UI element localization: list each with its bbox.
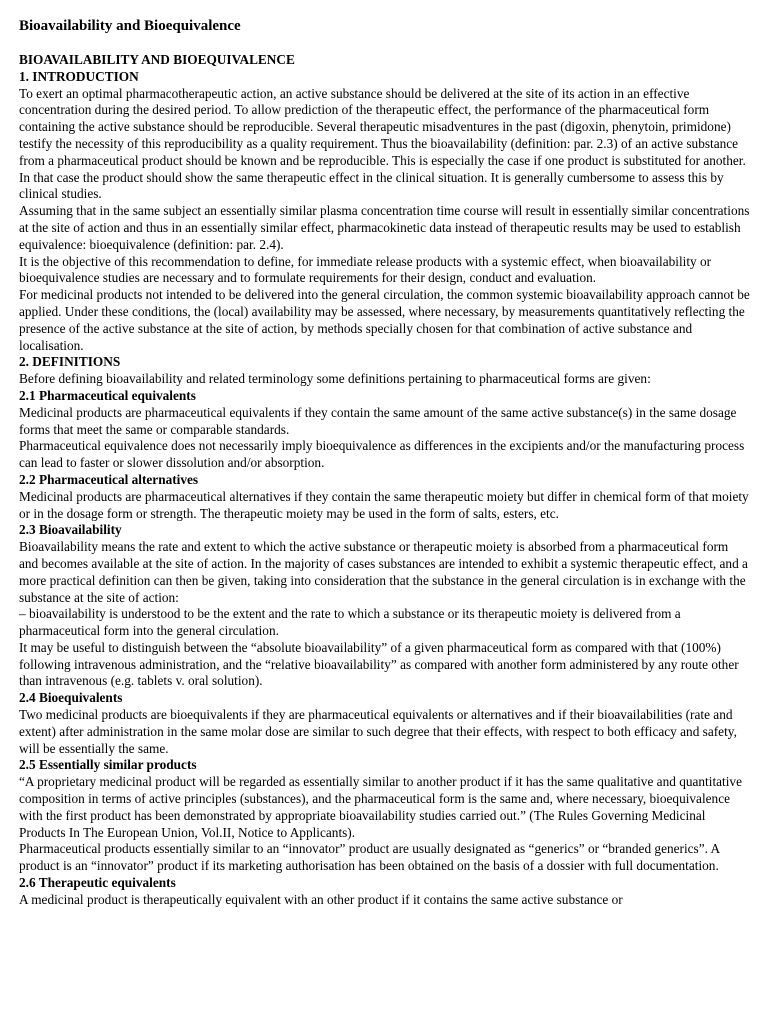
section-heading-introduction: 1. INTRODUCTION <box>19 68 139 84</box>
subheading-pharmaceutical-equivalents: 2.1 Pharmaceutical equivalents <box>19 387 196 403</box>
paragraph: Medicinal products are pharmaceutical alternatives if they contain the same therapeutic moiety but differ in chemical form of that moiety or in the dosage form or strength. The therapeutic moiety may be used in the form of salts, esters, etc. <box>19 488 749 521</box>
paragraph: Before defining bioavailability and related terminology some definitions pertaining to pharmaceutical forms are given: <box>19 371 651 387</box>
paragraph: A medicinal product is therapeutically equivalent with an other product if it contains the same active substance or <box>19 891 623 907</box>
section-heading-definitions: 2. DEFINITIONS <box>19 354 121 370</box>
subheading-therapeutic-equivalents: 2.6 Therapeutic equivalents <box>19 875 176 891</box>
main-heading: BIOAVAILABILITY AND BIOEQUIVALENCE <box>19 52 295 67</box>
paragraph: Two medicinal products are bioequivalents if they are pharmaceutical equivalents or alternatives and if their bioavailabilities (rate and extent) after administration in the same molar dose are similar to such degree that their effects, with respect to both efficacy and safety, will be essentially the same. <box>19 707 737 756</box>
paragraph: Pharmaceutical equivalence does not necessarily imply bioequivalence as differences in the excipients and/or the manufacturing process can lead to faster or slower dissolution and/or absorption. <box>19 438 745 471</box>
subheading-bioequivalents: 2.4 Bioequivalents <box>19 690 123 706</box>
document-page <box>19 16 750 909</box>
paragraph: “A proprietary medicinal product will be regarded as essentially similar to another product if it has the same qualitative and quantitative composition in terms of active principles (substances), and the pharmaceutical form is the same and, where necessary, bioequivalence with the first product has been demonstrated by appropriate bioavailability studies carried out.” (The Rules Governing Medicinal Products In The European Union, Vol.II, Notice to Applicants). <box>19 774 742 840</box>
paragraph: For medicinal products not intended to be delivered into the general circulation, the common systemic bioavailability approach cannot be applied. Under these conditions, the (local) availability may be assessed, where necessary, by measurements quantitatively reflecting the presence of the active substance at the site of action, by methods specially chosen for that combination of active substance and localisation. <box>19 287 750 353</box>
paragraph: Bioavailability means the rate and extent to which the active substance or therapeutic moiety is absorbed from a pharmaceutical form and becomes available at the site of action. In the majority of cases substances are intended to exhibit a systemic therapeutic effect, and a more practical definition can then be given, taking into consideration that the substance in the general circulation is in exchange with the substance at the site of action: <box>19 539 748 605</box>
document-title: Bioavailability and Bioequivalence <box>19 18 241 34</box>
paragraph: It is the objective of this recommendation to define, for immediate release products with a systemic effect, when bioavailability or bioequivalence studies are necessary and to formulate requirements for their design, conduct and evaluation. <box>19 253 712 286</box>
paragraph: Pharmaceutical products essentially similar to an “innovator” product are usually designated as “generics” or “branded generics”. A product is an “innovator” product if its marketing authorisation has been obtained on the basis of a dossier with full documentation. <box>19 841 720 874</box>
paragraph: Medicinal products are pharmaceutical equivalents if they contain the same amount of the same active substance(s) in the same dosage forms that meet the same or comparable standards. <box>19 404 737 437</box>
subheading-pharmaceutical-alternatives: 2.2 Pharmaceutical alternatives <box>19 471 199 487</box>
subheading-essentially-similar-products: 2.5 Essentially similar products <box>19 757 197 773</box>
subheading-bioavailability: 2.3 Bioavailability <box>19 522 122 538</box>
paragraph: – bioavailability is understood to be the extent and the rate to which a substance or its therapeutic moiety is delivered from a pharmaceutical form into the general circulation. <box>19 606 681 639</box>
paragraph: It may be useful to distinguish between the “absolute bioavailability” of a given pharmaceutical form as compared with that (100%) following intravenous administration, and the “relative bioavailability” as compared with another form administered by any route other than intravenous (e.g. tablets v. oral solution). <box>19 639 739 689</box>
paragraph: Assuming that in the same subject an essentially similar plasma concentration time course will result in essentially similar concentrations at the site of action and thus in an essentially similar effect, pharmacokinetic data instead of therapeutic results may be used to establish equivalence: bioequivalence (definition: par. 2.4). <box>19 203 750 252</box>
paragraph: To exert an optimal pharmacotherapeutic action, an active substance should be delivered at the site of its action in an effective concentration during the desired period. To allow prediction of the therapeutic effect, the performance of the pharmaceutical form containing the active substance should be reproducible. Several therapeutic misadventures in the past (digoxin, phenytoin, primidone) testify the necessity of this reproducibility as a quality requirement. Thus the bioavailability (definition: par. 2.3) of an active substance from a pharmaceutical product should be known and be reproducible. This is especially the case if one product is substituted for another. In that case the product should show the same therapeutic effect in the clinical situation. It is generally cumbersome to assess this by clinical studies. <box>19 85 746 202</box>
